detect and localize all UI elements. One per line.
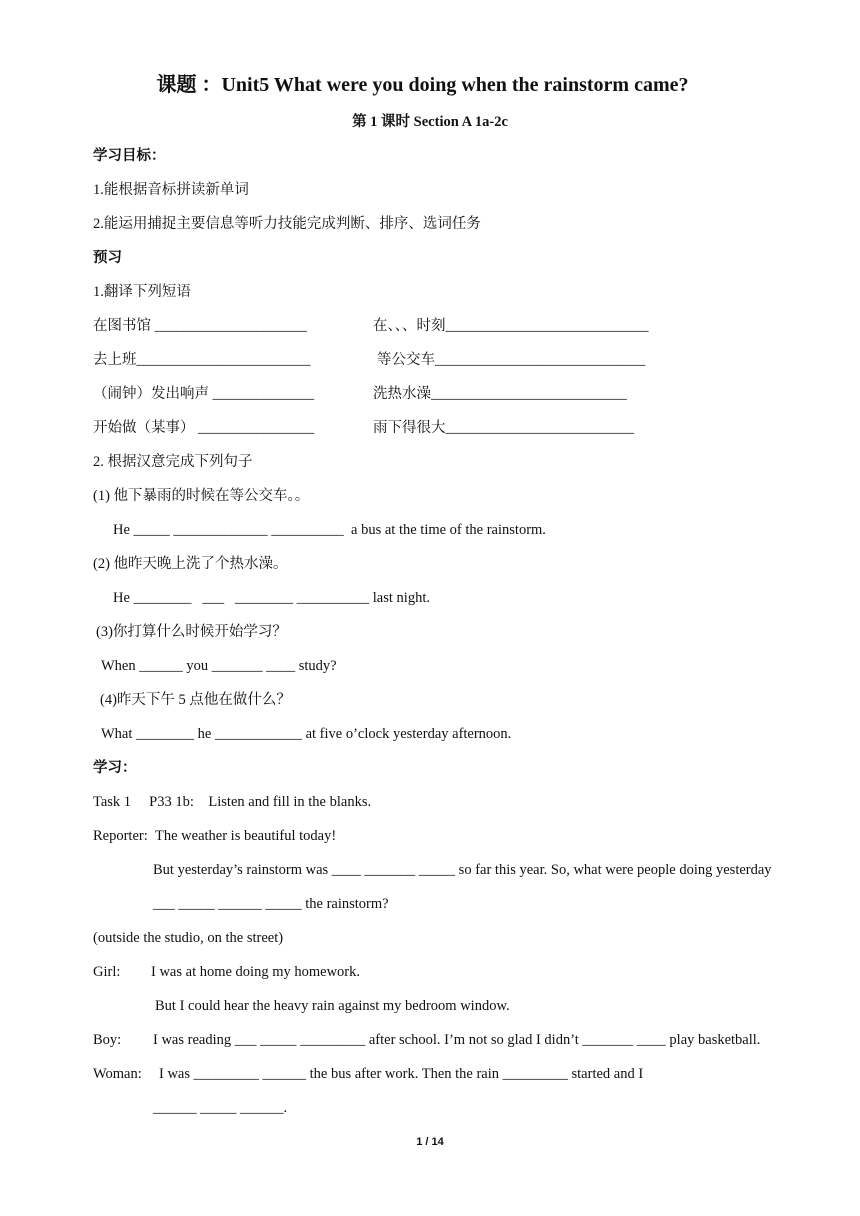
sentences-heading: 2. 根据汉意完成下列句子	[93, 454, 253, 470]
objectives-heading: 学习目标：	[93, 148, 166, 164]
lesson-subtitle: 第 1 课时 Section A 1a-2c	[352, 114, 508, 130]
phrase-left: 去上班________________________	[93, 352, 311, 368]
girl-label: Girl:	[93, 964, 121, 980]
page-title	[0, 72, 860, 98]
objective-item: 2.能运用捕捉主要信息等听力技能完成判断、排序、选词任务	[93, 216, 481, 232]
study-heading: 学习：	[93, 760, 137, 776]
sentence-english: He ________ ___ ________ __________ last night.	[113, 590, 430, 606]
scene-note: (outside the studio, on the street)	[93, 930, 284, 946]
task-instruction: Task 1 P33 1b: Listen and fill in the blanks.	[93, 794, 372, 810]
woman-line: ______ _____ ______.	[153, 1100, 288, 1116]
sentence-english: When ______ you _______ ____ study?	[101, 658, 337, 674]
girl-line: But I could hear the heavy rain against my bedroom window.	[155, 998, 510, 1014]
phrase-right: 在、、、时刻____________________________	[373, 318, 649, 334]
sentence-chinese: (3)你打算什么时候开始学习？	[96, 624, 287, 640]
sentence-chinese: (1) 他下暴雨的时候在等公交车。。	[93, 488, 310, 504]
preview-heading: 预习	[93, 250, 122, 266]
phrase-left: 在图书馆 _____________________	[93, 318, 307, 334]
reporter-label: Reporter:	[93, 828, 148, 844]
phrase-right: 等公交车_____________________________	[377, 352, 646, 368]
phrases-heading: 1.翻译下列短语	[93, 284, 191, 300]
phrase-left: （闹钟）发出响声 ______________	[93, 386, 315, 402]
boy-line: I was reading ___ _____ _________ after school. I’m not so glad I didn’t _______ ____ play basketball.	[153, 1032, 761, 1048]
sentence-chinese: (4)昨天下午 5 点他在做什么？	[100, 692, 291, 708]
phrase-right: 雨下得很大__________________________	[373, 420, 634, 436]
title-text: 课题 ：Unit5 What were you doing when the rainstorm came?	[156, 74, 689, 96]
boy-label: Boy:	[93, 1032, 122, 1048]
sentence-english: What ________ he ____________ at five o’clock yesterday afternoon.	[101, 726, 512, 742]
sentence-english: He _____ _____________ __________ a bus at the time of the rainstorm.	[113, 522, 546, 538]
woman-line: I was _________ ______ the bus after work. Then the rain _________ started and I	[159, 1066, 644, 1082]
sentence-chinese: (2) 他昨天晚上洗了个热水澡。	[93, 556, 288, 572]
phrase-left: 开始做（某事） ________________	[93, 420, 315, 436]
reporter-line: But yesterday’s rainstorm was ____ _______ _____ so far this year. So, what were people doing yesterday	[153, 862, 772, 878]
objective-item: 1.能根据音标拼读新单词	[93, 182, 249, 198]
reporter-line: ___ _____ ______ _____ the rainstorm?	[153, 896, 389, 912]
page-number: 1 / 14	[416, 1136, 444, 1148]
woman-label: Woman:	[93, 1066, 142, 1082]
reporter-line: The weather is beautiful today!	[155, 828, 337, 844]
phrase-right: 洗热水澡___________________________	[373, 386, 627, 402]
girl-line: I was at home doing my homework.	[151, 964, 361, 980]
